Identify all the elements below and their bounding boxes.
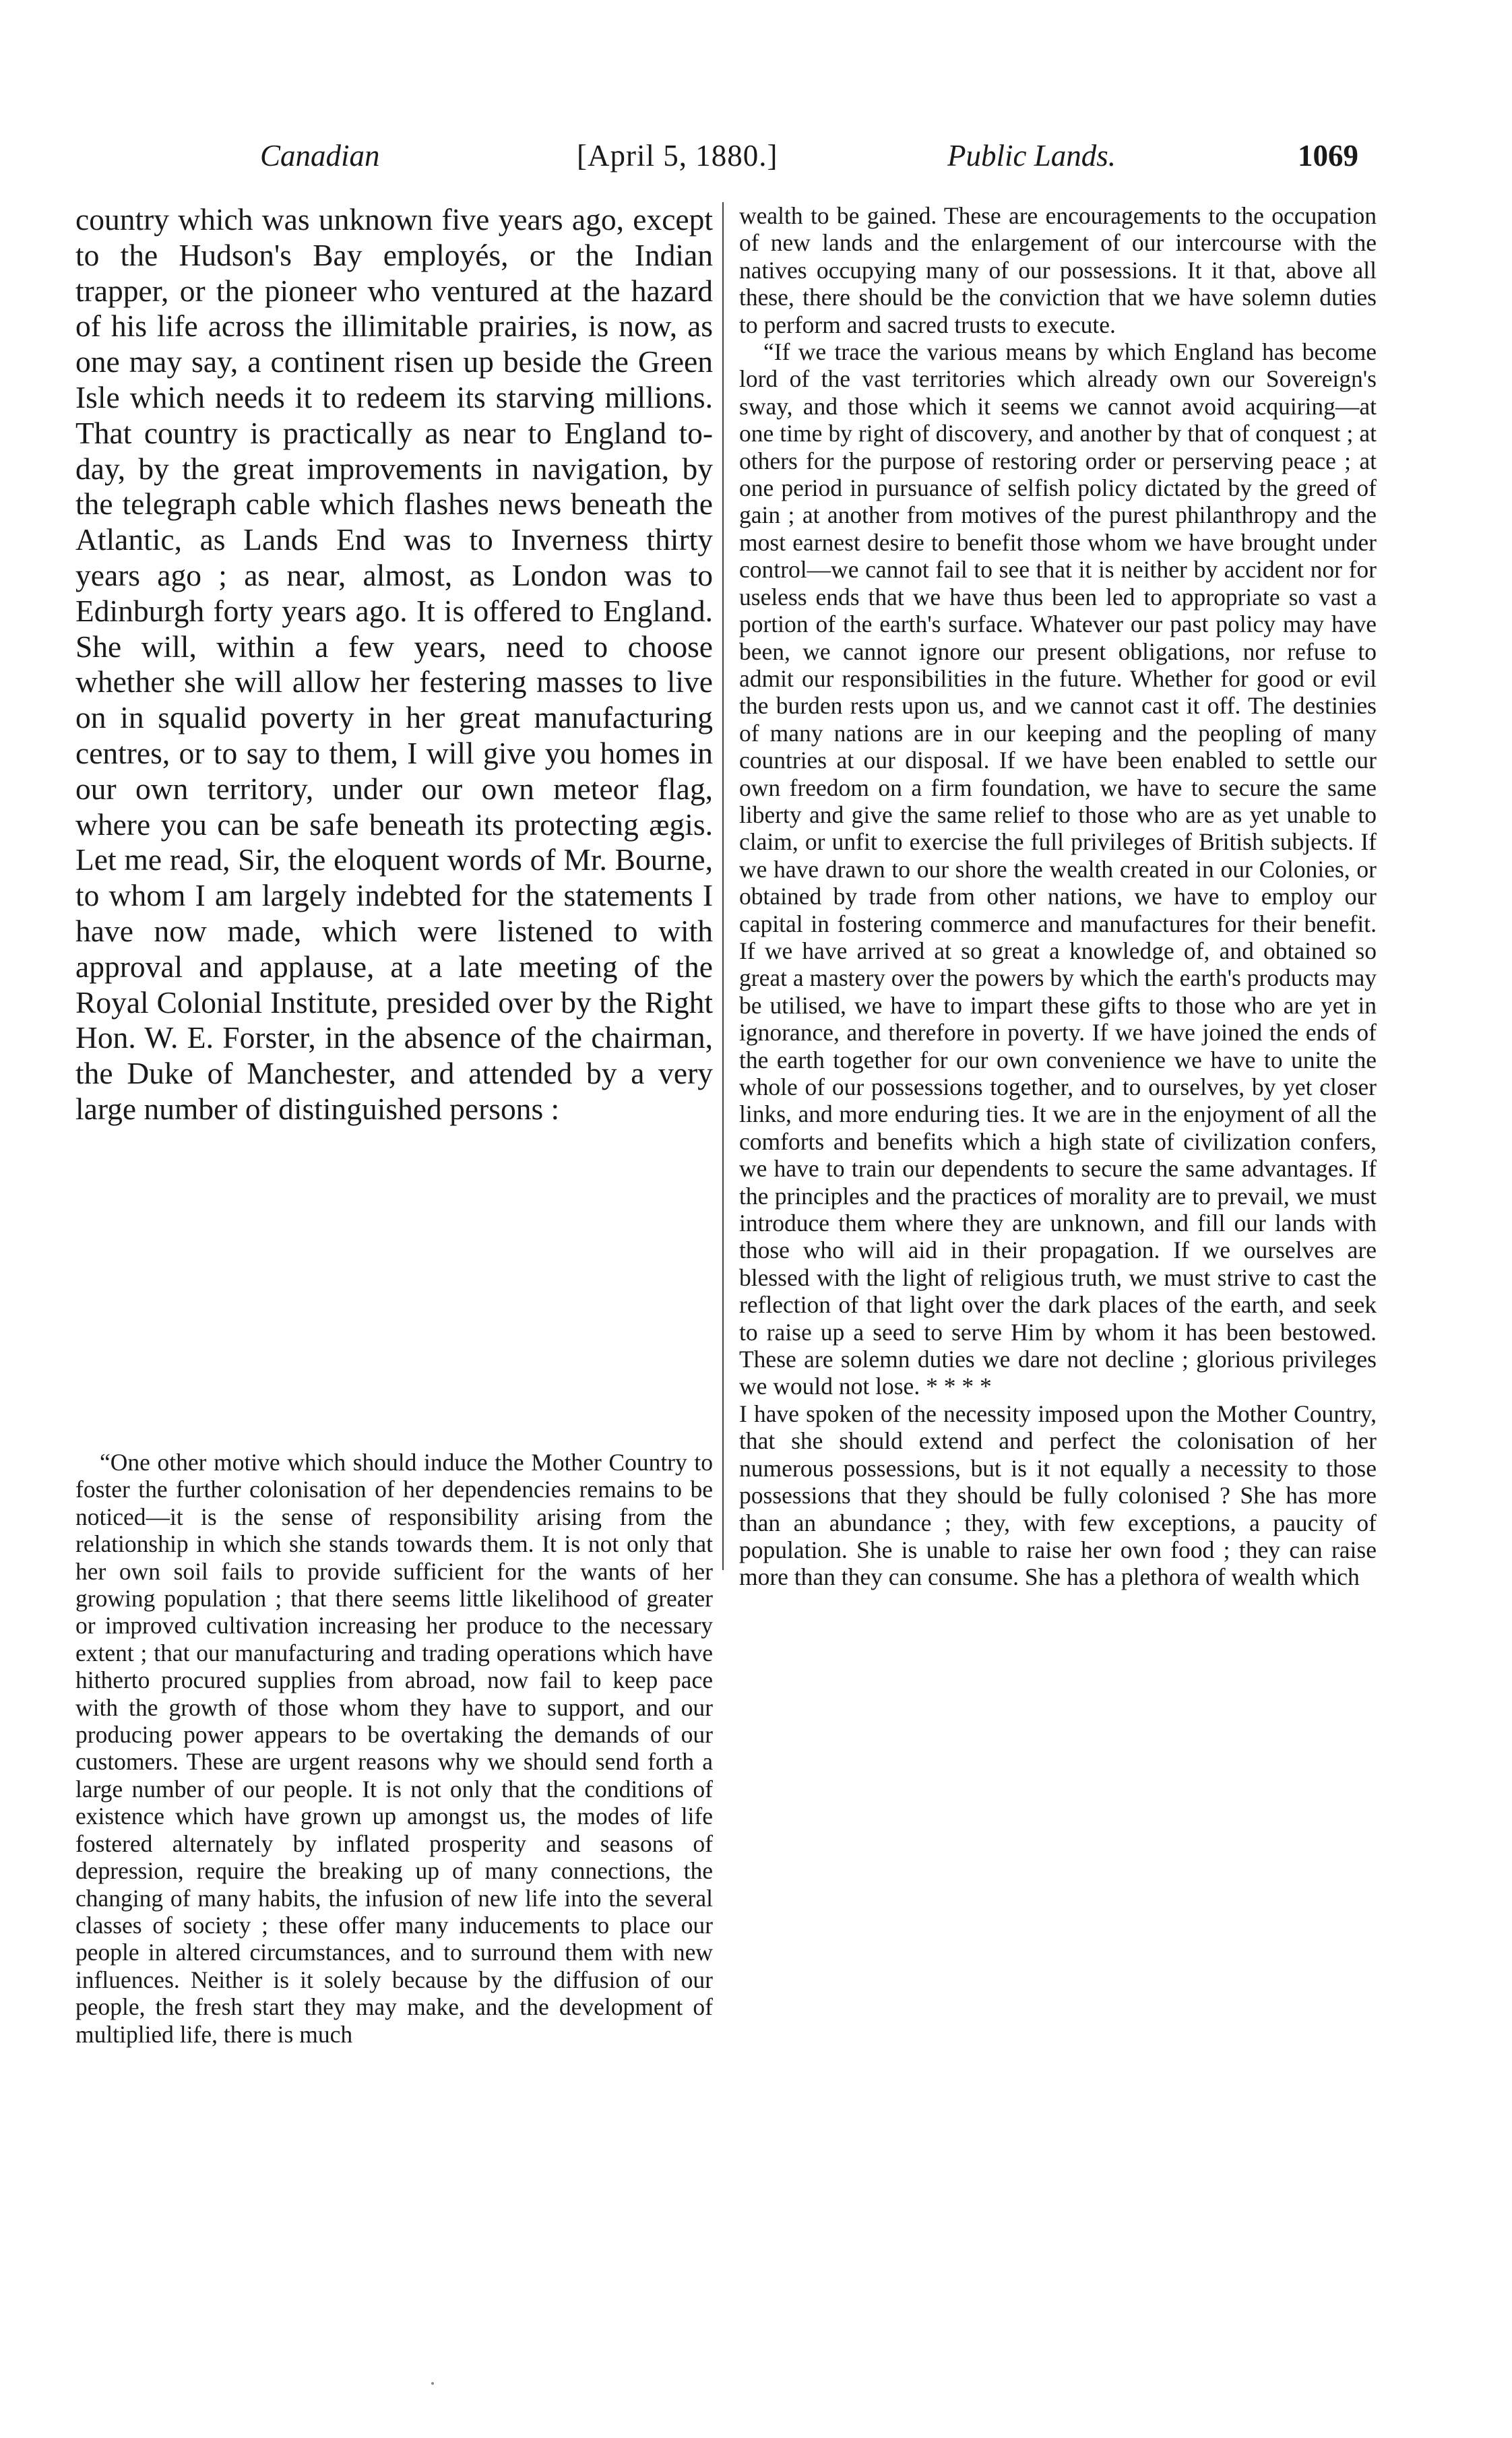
header-date: [April 5, 1880.] bbox=[577, 139, 778, 173]
right-column-paragraph-1: wealth to be gained. These are encouragements to the occupation of new lands and the enlargement of our intercourse with the natives occupying many of our possessions. It it that, above all these, there should be the conviction that we have solemn duties to perform and sacred trusts to execute. bbox=[739, 202, 1377, 338]
right-column-body bbox=[739, 202, 1377, 2399]
quotation-paragraph: “One other motive which should induce the Mother Country to foster the further colonisation of her dependencies remains to be noticed—it is the sense of responsibility arising from the relationship in which she stands towards them. It is not only that her own soil fails to provide sufficient for the wants of her growing population ; that there seems little likelihood of greater or improved cultivation increasing her produce to the necessary extent ; that our manufacturing and trading operations which have hitherto procured supplies from abroad, now fail to keep pace with the growth of those whom they have to support, and our producing power appears to be overtaking the demands of our customers. These are urgent reasons why we should send forth a large number of our people. It is not only that the conditions of existence which have grown up amongst us, the modes of life fostered alternately by inflated prosperity and seasons of depression, require the breaking up of many connections, the changing of many habits, the infusion of new life into the several classes of society ; these offer many inducements to place our people in altered circumstances, and to surround them with new influences. Neither is it solely because by the diffusion of our people, the fresh start they may make, and the development of multiplied life, there is much bbox=[75, 1449, 713, 2048]
column-divider bbox=[722, 202, 724, 1570]
left-column-paragraph: country which was unknown five years ago, except to the Hudson's Bay employés, or the Indian trapper, or the pioneer who ventured at the hazard of his life across the illimitable prairies, is now, as one may say, a continent risen up beside the Green Isle which needs it to redeem its starving millions. That country is practically as near to England to-day, by the great improvements in navigation, by the telegraph cable which flashes news beneath the Atlantic, as Lands End was to Inverness thirty years ago ; as near, almost, as London was to Edinburgh forty years ago. It is offered to England. She will, within a few years, need to choose whether she will allow her festering masses to live on in squalid poverty in her great manufacturing centres, or to say to them, I will give you homes in our own territory, under our own meteor flag, where you can be safe beneath its protecting ægis. Let me read, Sir, the eloquent words of Mr. Bourne, to whom I am largely indebted for the statements I have now made, which were listened to with approval and applause, at a late meeting of the Royal Colonial Institute, presided over by the Right Hon. W. E. Forster, in the absence of the chairman, the Duke of Manchester, and attended by a very large number of distinguished persons : bbox=[75, 202, 713, 1126]
running-header bbox=[78, 132, 1379, 179]
left-column-quotation bbox=[75, 1449, 713, 2392]
left-column-body bbox=[75, 202, 713, 1408]
page-number: 1069 bbox=[1298, 139, 1358, 173]
print-speck bbox=[431, 2382, 434, 2385]
header-section-title: Canadian bbox=[260, 139, 380, 173]
right-column-paragraph-3: I have spoken of the necessity imposed upon the Mother Country, that she should extend and perfect the colonisation of her numerous possessions, but is it not equally a necessity to those possessions that they should be fully colonised ? She has more than an abundance ; they, with few exceptions, a paucity of population. She is unable to raise her own food ; they can raise more than they can consume. She has a plethora of wealth which bbox=[739, 1400, 1377, 1591]
right-column-paragraph-2: “If we trace the various means by which England has become lord of the vast territories which already own our Sovereign's sway, and those which it seems we cannot avoid acquiring—at one time by right of discovery, and another by that of conquest ; at others for the purpose of restoring order or perserving peace ; at one period in pursuance of selfish policy dictated by the greed of gain ; at another from motives of the purest philanthropy and the most earnest desire to benefit those whom we have brought under control—we cannot fail to see that it is neither by accident nor for useless ends that we have thus been led to appropriate so vast a portion of the earth's surface. Whatever our past policy may have been, we cannot ignore our present obligations, nor refuse to admit our responsibilities in the future. Whether for good or evil the burden rests upon us, and we cannot cast it off. The destinies of many nations are in our keeping and the peopling of many countries at our disposal. If we have been enabled to settle our own freedom on a firm foundation, we have to secure the same liberty and give the same relief to those who are as yet unable to claim, or unfit to exercise the full privileges of British subjects. If we have drawn to our shore the wealth created in our Colonies, or obtained by trade from other nations, we have to employ our capital in fostering commerce and manufactures for their benefit. If we have arrived at so great a knowledge of, and obtained so great a mastery over the powers by which the earth's products may be utilised, we have to impart these gifts to those who are yet in ignorance, and therefore in poverty. If we have joined the ends of the earth together for our own convenience we have to unite the whole of our possessions together, and to ourselves, by yet closer links, and more enduring ties. It we are in the enjoyment of all the comforts and benefits which a high state of civilization confers, we have to train our dependents to secure the same advantages. If the principles and the practices of morality are to prevail, we must introduce them where they are unknown, and fill our lands with those who will aid in their propagation. If we ourselves are blessed with the light of religious truth, we must strive to cast the reflection of that light over the dark places of the earth, and seek to raise up a seed to serve Him by whom it has been bestowed. These are solemn duties we dare not decline ; glorious privileges we would not lose. * * * * bbox=[739, 338, 1377, 1400]
header-subject: Public Lands. bbox=[947, 139, 1116, 173]
